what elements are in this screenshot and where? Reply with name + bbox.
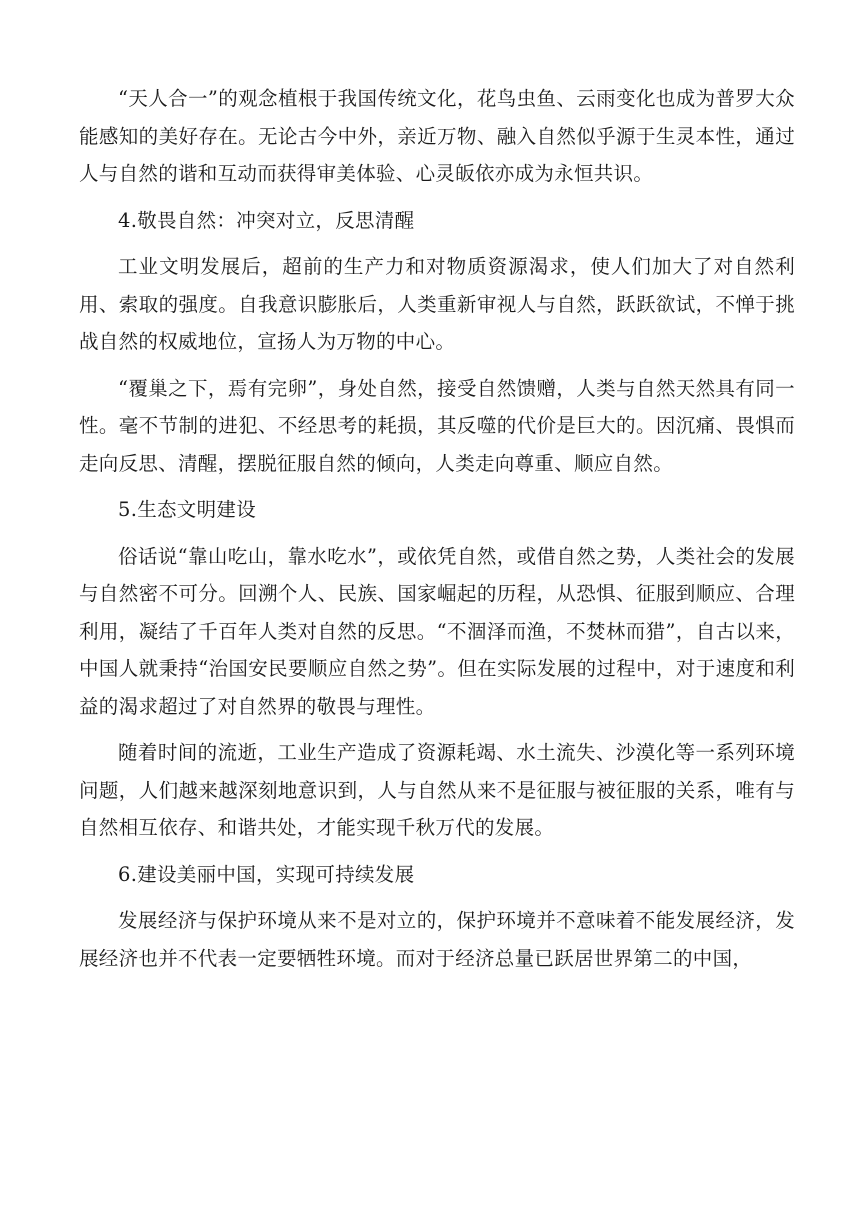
paragraph-kaoshan-chishan: 俗话说“靠山吃山，靠水吃水”，或依凭自然，或借自然之势，人类社会的发展与自然密不可分。回溯个人、民族、国家崛起的历程，从恐惧、征服到顺应、合理利用，凝结了千百年人类对自然的反思。“不涸泽而渔，不焚林而猎”，自古以来，中国人就秉持“治国安民要顺应自然之势”。但在实际发展的过程中，对于速度和利益的渴求超过了对自然界的敬畏与理性。 xyxy=(79,544,795,718)
paragraph-fuchao-zhixia: “覆巢之下，焉有完卵”，身处自然，接受自然馈赠，人类与自然天然具有同一性。毫不节制的进犯、不经思考的耗损，其反噬的代价是巨大的。因沉痛、畏惧而走向反思、清醒，摆脱征服自然的倾向，人类走向尊重、顺应自然。 xyxy=(79,376,795,475)
paragraph-tianren-heyi: “天人合一”的观念植根于我国传统文化，花鸟虫鱼、云雨变化也成为普罗大众能感知的美好存在。无论古今中外，亲近万物、融入自然似乎源于生灵本性，通过人与自然的谐和互动而获得审美体验、心灵皈依亦成为永恒共识。 xyxy=(79,87,795,185)
paragraph-environmental-problems: 随着时间的流逝，工业生产造成了资源耗竭、水土流失、沙漠化等一系列环境问题，人们越来越深刻地意识到，人与自然从来不是征服与被征服的关系，唯有与自然相互依存、和谐共处，才能实现千秋万代的发展。 xyxy=(79,741,795,839)
paragraph-industrial-civilization: 工业文明发展后，超前的生产力和对物质资源渴求，使人们加大了对自然利用、索取的强度。自我意识膨胀后，人类重新审视人与自然，跃跃欲试，不惮于挑战自然的权威地位，宣扬人为万物的中心。 xyxy=(79,255,795,353)
section-heading-5: 5.生态文明建设 xyxy=(118,498,257,521)
paragraph-economy-environment: 发展经济与保护环境从来不是对立的，保护环境并不意味着不能发展经济，发展经济也并不代表一定要牺牲环境。而对于经济总量已跃居世界第二的中国， xyxy=(79,909,795,970)
section-heading-4: 4.敬畏自然：冲突对立，反思清醒 xyxy=(118,208,415,232)
document-page xyxy=(79,80,795,977)
section-heading-6: 6.建设美丽中国，实现可持续发展 xyxy=(118,862,415,886)
